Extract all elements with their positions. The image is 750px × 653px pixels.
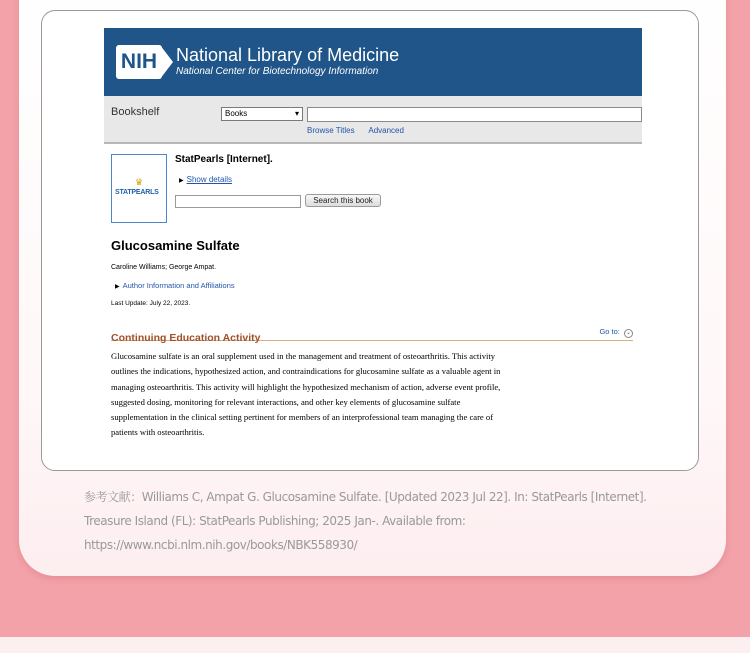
nlm-title[interactable]: National Library of Medicine bbox=[176, 45, 400, 65]
search-bar bbox=[104, 96, 642, 144]
database-select-value: Books bbox=[225, 109, 248, 118]
abstract-line: patients with osteoarthritis. bbox=[111, 427, 205, 438]
author-affiliations-label: Author Information and Affiliations bbox=[122, 281, 235, 290]
abstract-line: managing osteoarthritis. This activity will highlight the hypothesized mechanism of action, adverse event profile, bbox=[111, 381, 501, 392]
author-affiliations-link[interactable] bbox=[115, 281, 235, 290]
chevron-down-icon: ⌄ bbox=[625, 330, 632, 336]
crown-icon: ♛ bbox=[135, 178, 144, 188]
last-update: Last Update: July 22, 2023. bbox=[111, 300, 191, 307]
goto-label: Go to: bbox=[599, 327, 620, 336]
abstract-line: supplementation in the clinical setting pertinent for members of an interprofessional team managing the care of bbox=[111, 412, 494, 423]
show-details-link[interactable] bbox=[179, 175, 232, 184]
bottom-strip bbox=[0, 637, 750, 653]
abstract-line: suggested dosing, monitoring for relevant interactions, and other key elements of glucosamine sulfate bbox=[111, 396, 461, 407]
abstract-text bbox=[111, 349, 636, 441]
article-title: Glucosamine Sulfate bbox=[111, 238, 240, 253]
triangle-right-icon: ▶ bbox=[179, 178, 184, 184]
nlm-subtitle: National Center for Biotechnology Information bbox=[176, 66, 379, 77]
nih-logo[interactable] bbox=[116, 45, 173, 79]
nih-logo-text: NIH bbox=[116, 45, 162, 79]
ncbi-bookshelf-screenshot bbox=[104, 28, 642, 442]
nlm-header bbox=[104, 28, 642, 96]
browse-titles-link[interactable]: Browse Titles bbox=[307, 126, 355, 135]
abstract-line: outlines the indications, hypothesized action, and contraindications for glucosamine sulfate as a valuable agent in bbox=[111, 366, 501, 377]
abstract-line: Glucosamine sulfate is an oral supplement used in the management and treatment of osteoarthritis. This activity bbox=[111, 351, 496, 361]
search-this-book-button[interactable]: Search this book bbox=[305, 194, 381, 207]
book-search-input[interactable] bbox=[175, 195, 301, 208]
show-details-label: Show details bbox=[186, 175, 232, 184]
statpearls-logo-text: STATPEARLS bbox=[115, 189, 159, 196]
goto-menu[interactable] bbox=[599, 327, 633, 338]
triangle-right-icon: ▶ bbox=[115, 284, 120, 290]
citation bbox=[84, 485, 654, 557]
authors: Caroline Williams; George Ampat. bbox=[111, 264, 217, 271]
citation-text: Williams C, Ampat G. Glucosamine Sulfate. [Updated 2023 Jul 22]. In: StatPearls [Internet]. Treasure Island (FL): StatPearls Publishing; 2025 Jan-. Available from: https://www.ncbi.nlm.nih.gov/books/NBK558930/ bbox=[84, 490, 647, 552]
book-title: StatPearls [Internet]. bbox=[175, 154, 273, 165]
section-heading bbox=[111, 326, 633, 344]
section-heading-label: Continuing Education Activity bbox=[111, 332, 261, 344]
statpearls-cover[interactable] bbox=[111, 154, 167, 223]
search-links bbox=[307, 126, 416, 135]
citation-prefix: 参考文献： bbox=[84, 490, 142, 504]
chevron-down-icon: ▾ bbox=[294, 109, 299, 118]
nih-logo-arrow-icon bbox=[160, 45, 173, 79]
advanced-link[interactable]: Advanced bbox=[368, 126, 404, 135]
search-input[interactable] bbox=[307, 107, 642, 122]
database-select[interactable] bbox=[221, 107, 303, 121]
bookshelf-label: Bookshelf bbox=[111, 106, 160, 118]
